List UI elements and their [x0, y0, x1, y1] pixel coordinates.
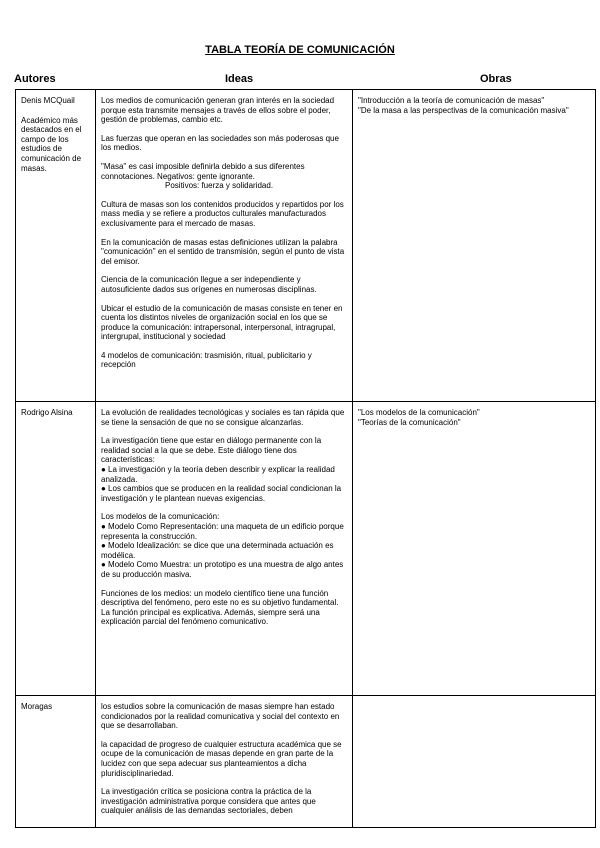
bullet-item: ● Modelo Como Muestra: un prototipo es una muestra de algo antes de su producción masiva. — [101, 560, 344, 579]
author-name: Denis MCQuail — [21, 96, 75, 105]
idea-paragraph: En la comunicación de masas estas definiciones utilizan la palabra "comunicación" en el sentido de transmisión, según el punto de vista del emisor. — [101, 237, 345, 266]
column-header-ideas: Ideas — [225, 73, 254, 85]
idea-paragraph: Las fuerzas que operan en las sociedades son más poderosas que los medios. — [101, 133, 339, 153]
column-header-obras: Obras — [480, 73, 512, 85]
idea-text: "Masa" es casi imposible definirla debido a sus diferentes connotaciones. Negativos: gente ignorante. — [101, 161, 305, 181]
table-row — [16, 90, 596, 402]
idea-paragraph: Ubicar el estudio de la comunicación de masas consiste en tener en cuenta los distintos niveles de organización social en los que se produce la comunicación: intrapersonal, interpersonal, intragrupal, intergrupal, institucional y sociedad — [101, 303, 343, 342]
column-header-autores: Autores — [14, 73, 56, 85]
idea-paragraph: Los medios de comunicación generan gran interés en la sociedad porque esta transmite mensajes a través de ellos sobre el poder, gestión de problemas, cambio etc. — [101, 96, 335, 125]
author-name: Moragas — [21, 702, 53, 711]
idea-paragraph: La evolución de realidades tecnológicas y sociales es tan rápida que se tiene la sensación de que no se consigue alcanzarlas. — [101, 408, 345, 427]
author-cell — [16, 90, 96, 402]
idea-paragraph: la capacidad de progreso de cualquier estructura académica que se ocupe de la comunicación de masas depende en gran parte de la lucidez con que sepa adecuar sus planteamientos a dicha pluridisciplinariedad. — [101, 739, 342, 778]
author-cell — [16, 696, 96, 828]
idea-paragraph: los estudios sobre la comunicación de masas siempre han estado condicionados por la realidad comunicativa y social del contexto en que se desarrollaban. — [101, 702, 340, 731]
table-row — [16, 696, 596, 828]
obras-cell — [353, 402, 596, 696]
bullet-item: ● La investigación y la teoría deben describir y explicar la realidad analizada. — [101, 464, 335, 484]
work-title: "De la masa a las perspectivas de la comunicación masiva" — [358, 105, 569, 115]
idea-paragraph — [101, 162, 347, 191]
idea-text: Los modelos de la comunicación: — [101, 512, 220, 522]
bullet-item: ● Modelo Idealización: se dice que una determinada actuación es modélica. — [101, 541, 334, 560]
ideas-cell — [96, 90, 353, 402]
idea-paragraph — [101, 436, 347, 503]
ideas-cell — [96, 402, 353, 696]
author-note: Académico más destacados en el campo de los estudios de comunicación de masas. — [21, 115, 82, 173]
obras-cell — [353, 696, 596, 828]
idea-text: Positivos: fuerza y solidaridad. — [165, 181, 274, 191]
bullet-item: ● Los cambios que se producen en la realidad social condicionan la investigación y le plantean nuevas exigencias. — [101, 484, 342, 503]
idea-paragraph: 4 modelos de comunicación: trasmisión, ritual, publicitario y recepción — [101, 350, 312, 370]
obras-cell — [353, 90, 596, 402]
idea-paragraph: Cultura de masas son los contenidos producidos y repartidos por los mass media y se refiere a productos culturales manufacturados exclusivamente para el mercado de masas. — [101, 199, 344, 228]
page-title: TABLA TEORÍA DE COMUNICACIÓN — [205, 44, 395, 56]
table-row — [16, 402, 596, 696]
idea-text: La investigación tiene que estar en diálogo permanente con la realidad social a la que se debe. Este diálogo tiene dos características: — [101, 436, 322, 465]
communication-theory-table — [15, 89, 596, 828]
idea-paragraph — [101, 512, 347, 579]
idea-paragraph: Funciones de los medios: un modelo científico tiene una función descriptiva del fenómeno, pero este no es su objetivo fundamental. La función principal es explicativa. Además, siempre será una explicación parcial del fenómeno comunicativo. — [101, 588, 339, 627]
ideas-cell — [96, 696, 353, 828]
bullet-item: ● Modelo Como Representación: una maqueta de un edificio porque representa la construcción. — [101, 521, 344, 541]
author-cell — [16, 402, 96, 696]
idea-paragraph: La investigación crítica se posiciona contra la práctica de la investigación administrativa porque considera que antes que cualquier análisis de las demandas sectoriales, deben — [101, 787, 316, 816]
work-title: "Los modelos de la comunicación" — [358, 408, 480, 417]
idea-paragraph: Ciencia de la comunicación llegue a ser independiente y autosuficiente dados sus orígenes en numerosas disciplinas. — [101, 275, 317, 294]
work-title: "Introducción a la teoría de comunicación de masas" — [358, 96, 545, 105]
author-name: Rodrigo Alsina — [21, 408, 73, 417]
work-title: "Teorías de la comunicación" — [358, 417, 461, 427]
